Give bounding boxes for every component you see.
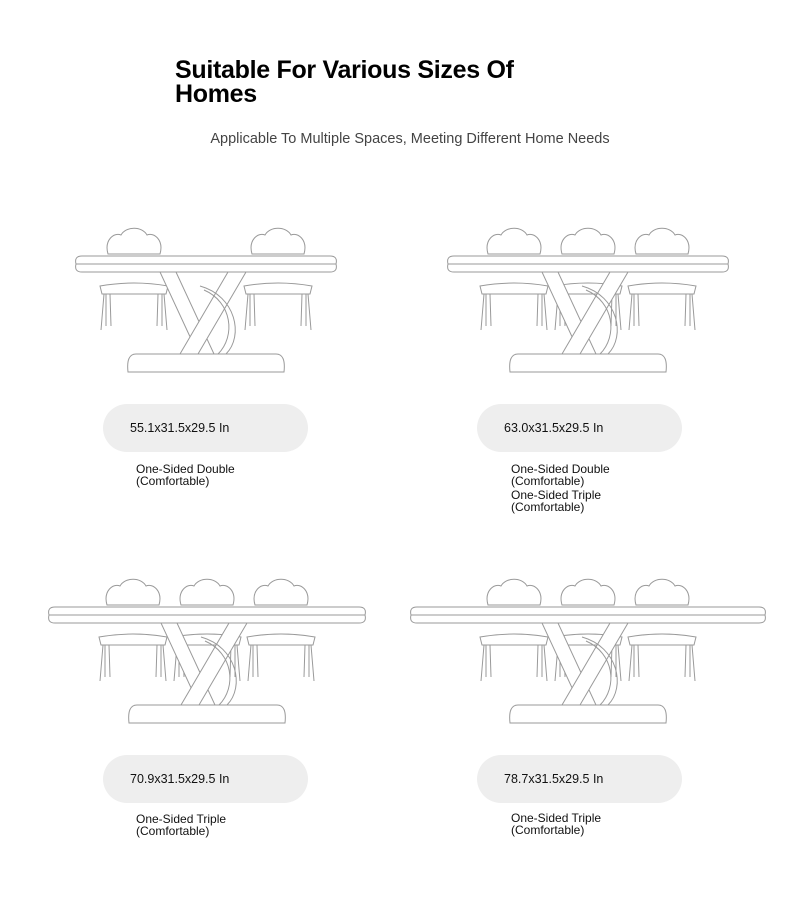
table-frame — [49, 607, 366, 723]
chair-icon — [99, 579, 167, 681]
table-frame — [76, 256, 337, 372]
size-pill-3 — [103, 755, 308, 803]
table-drawing-1 — [72, 226, 340, 376]
chair-icon — [628, 228, 696, 330]
chair-icon — [100, 228, 168, 330]
page-subtitle: Applicable To Multiple Spaces, Meeting Different Home Needs — [210, 131, 610, 147]
seating-option — [136, 463, 235, 487]
seating-comfort: (Comfortable) — [136, 824, 210, 838]
seating-option — [511, 489, 610, 513]
size-pill-4 — [477, 755, 682, 803]
table-frame — [448, 256, 729, 372]
seating-info-2 — [511, 463, 610, 515]
page-title: Suitable For Various Sizes Of Homes — [175, 56, 514, 108]
seating-type: One-Sided Double — [136, 462, 235, 476]
table-drawing-2 — [444, 226, 732, 376]
chair-icon — [244, 228, 312, 330]
dining-table-icon — [72, 226, 340, 376]
seating-info-3 — [136, 813, 226, 839]
seating-type: One-Sided Triple — [511, 811, 602, 825]
seating-option — [511, 463, 610, 487]
seating-option — [136, 813, 226, 837]
seating-comfort: (Comfortable) — [511, 500, 585, 514]
chair-icon — [480, 228, 548, 330]
seating-type: One-Sided Triple — [511, 488, 602, 502]
size-label: 78.7x31.5x29.5 In — [504, 772, 604, 786]
seating-comfort: (Comfortable) — [511, 474, 585, 488]
seating-info-4 — [511, 812, 601, 838]
seating-comfort: (Comfortable) — [136, 474, 210, 488]
chair-icon — [247, 579, 315, 681]
size-pill-1 — [103, 404, 308, 452]
seating-comfort: (Comfortable) — [511, 823, 585, 837]
size-label: 55.1x31.5x29.5 In — [130, 421, 230, 435]
size-pill-2 — [477, 404, 682, 452]
dining-table-icon — [444, 226, 732, 376]
table-drawing-4 — [407, 577, 769, 727]
dining-table-icon — [45, 577, 369, 727]
seating-type: One-Sided Double — [511, 462, 610, 476]
seating-type: One-Sided Triple — [136, 812, 227, 826]
seating-option — [511, 812, 601, 836]
size-label: 63.0x31.5x29.5 In — [504, 421, 604, 435]
table-drawing-3 — [45, 577, 369, 727]
table-frame — [411, 607, 766, 723]
chair-icon — [480, 579, 548, 681]
chair-icon — [628, 579, 696, 681]
seating-info-1 — [136, 463, 235, 489]
size-label: 70.9x31.5x29.5 In — [130, 772, 230, 786]
dining-table-icon — [407, 577, 769, 727]
